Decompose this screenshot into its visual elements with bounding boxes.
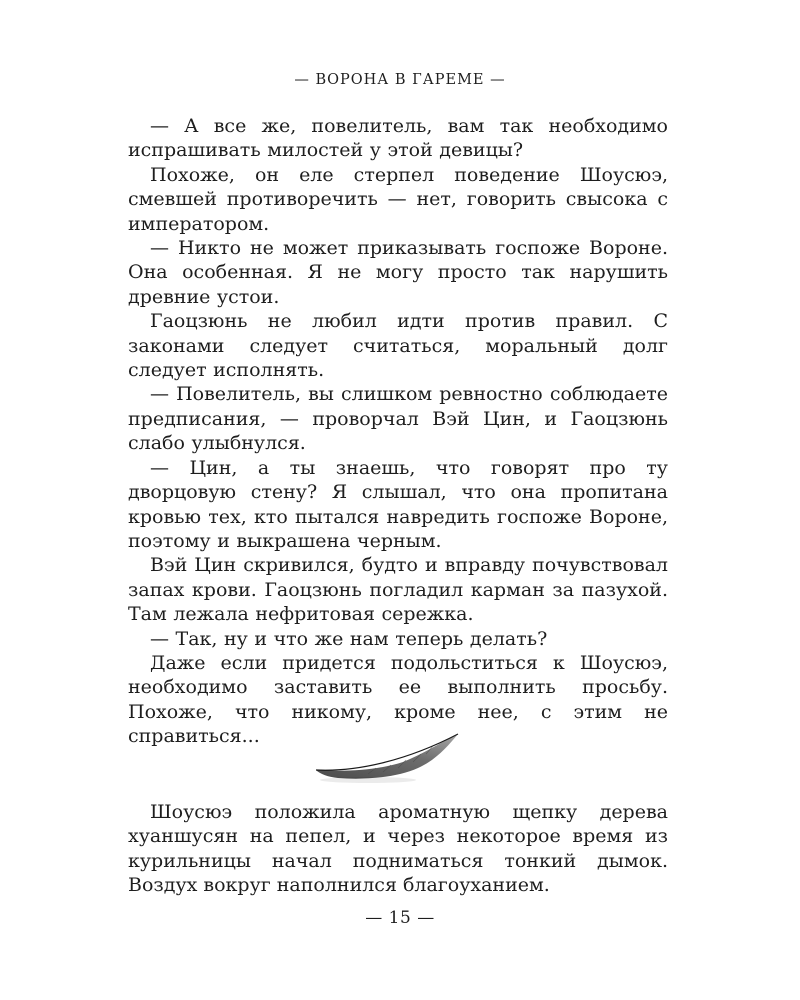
paragraph: Даже если придется подольститься к Шоусюэ, необходимо заставить ее выполнить просьбу. Похоже, что никому, кроме нее, с этим не справиться...	[128, 651, 668, 748]
main-text	[128, 114, 668, 749]
section-two-text	[128, 800, 668, 898]
feather-icon	[308, 726, 478, 786]
running-title: — ВОРОНА В ГАРЕМЕ —	[294, 72, 506, 88]
paragraph: — Повелитель, вы слишком ревностно соблюдаете предписания, — проворчал Вэй Цин, и Гаоцзюнь слабо улыбнулся.	[128, 383, 668, 455]
paragraph: — Цин, а ты знаешь, что говорят про ту дворцовую стену? Я слышал, что она пропитана кровью тех, кто пытался навредить госпоже Вороне, поэтому и выкрашена черным.	[128, 456, 668, 552]
paragraph: Похоже, он еле стерпел поведение Шоусюэ, смевшей противоречить — нет, говорить свысока с императором.	[128, 163, 668, 235]
paragraph: — А все же, повелитель, вам так необходимо испрашивать милостей у этой девицы?	[128, 115, 668, 162]
paragraph: Шоусюэ положила ароматную щепку дерева хуаншусян на пепел, и через некоторое время из курильницы начал подниматься тонкий дымок. Воздух вокруг наполнился благоуханием.	[128, 801, 668, 897]
page-number: — 15 —	[365, 908, 435, 928]
paragraph: — Никто не может приказывать госпоже Вороне. Она особенная. Я не могу просто так нарушить древние устои.	[128, 237, 668, 308]
paragraph: Гаоцзюнь не любил идти против правил. С законами следует считаться, моральный долг следует исполнять.	[128, 310, 668, 382]
paragraph: — Так, ну и что же нам теперь делать?	[150, 627, 548, 650]
paragraph: Вэй Цин скривился, будто и вправду почувствовал запах крови. Гаоцзюнь погладил карман за пазухой. Там лежала нефритовая сережка.	[128, 554, 668, 626]
